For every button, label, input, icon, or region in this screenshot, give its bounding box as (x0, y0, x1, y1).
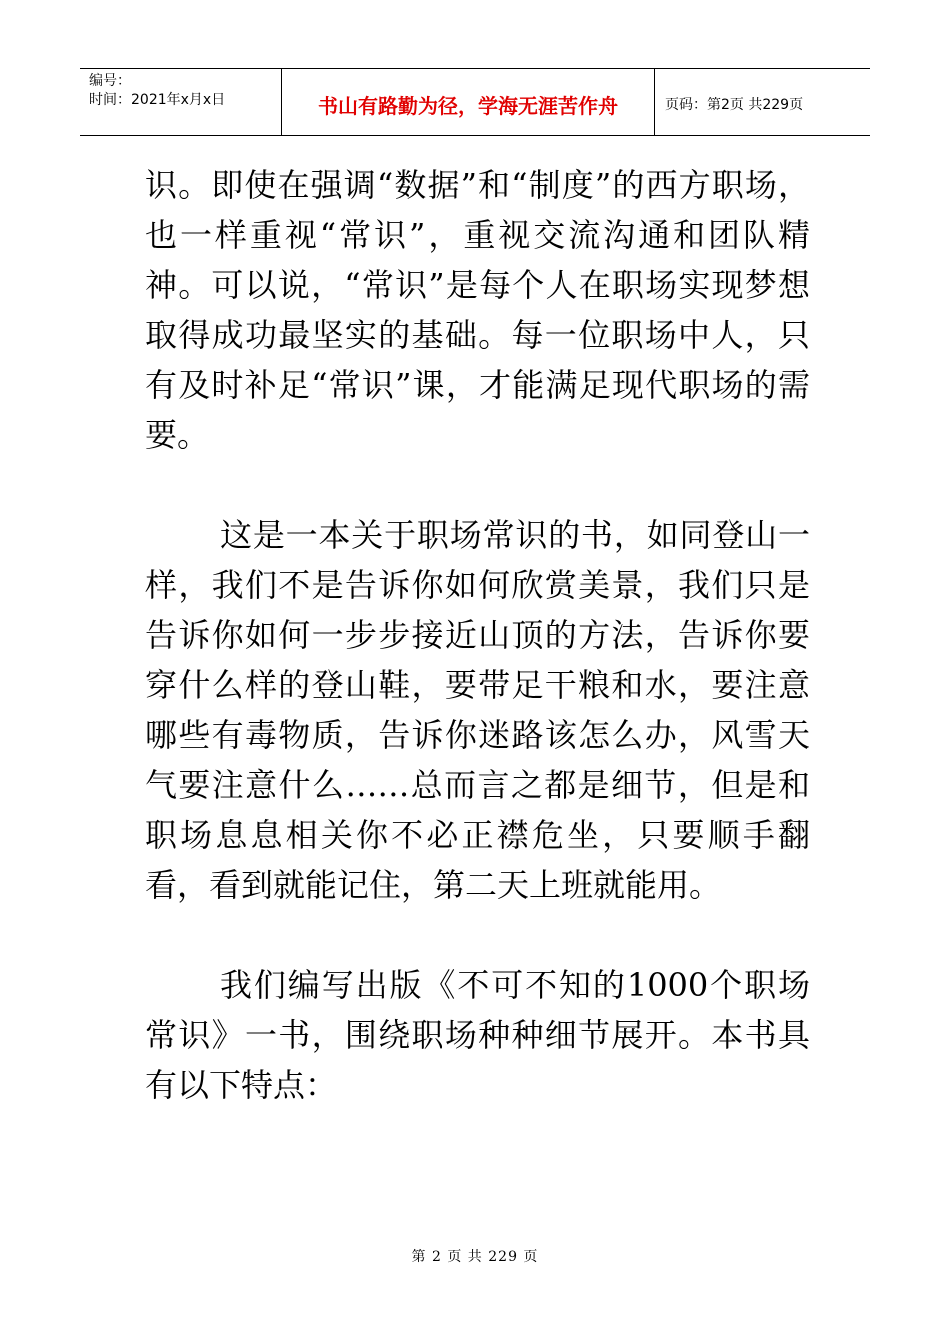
header-page-info: 页码：第2页 共229页 (665, 97, 804, 113)
header-info-cell (80, 69, 282, 135)
paragraph-3: 我们编写出版《不可不知的1000个职场常识》一书，围绕职场种种细节展开。本书具有以下特点： (145, 966, 810, 1104)
paragraph-2: 这是一本关于职场常识的书，如同登山一样，我们不是告诉你如何欣赏美景，我们只是告诉你如何一步步接近山顶的方法，告诉你要穿什么样的登山鞋，要带足干粮和水，要注意哪些有毒物质，告诉你迷路该怎么办，风雪天气要注意什么……总而言之都是细节，但是和职场息息相关你不必正襟危坐，只要顺手翻看，看到就能记住，第二天上班就能用。 (145, 516, 810, 904)
date-label: 时间：2021年x月x日 (89, 92, 226, 108)
paragraph-1: 识。即使在强调“数据”和“制度”的西方职场，也一样重视“常识”，重视交流沟通和团队精神。可以说，“常识”是每个人在职场实现梦想取得成功最坚实的基础。每一位职场中人，只有及时补足“常识”课，才能满足现代职场的需要。 (145, 166, 810, 454)
page-header (80, 68, 870, 136)
number-label: 编号： (89, 73, 131, 89)
header-motto: 书山有路勤为径，学海无涯苦作舟 (282, 69, 655, 135)
page-footer: 第 2 页 共 229 页 (411, 1249, 539, 1265)
document-body (145, 160, 810, 1160)
